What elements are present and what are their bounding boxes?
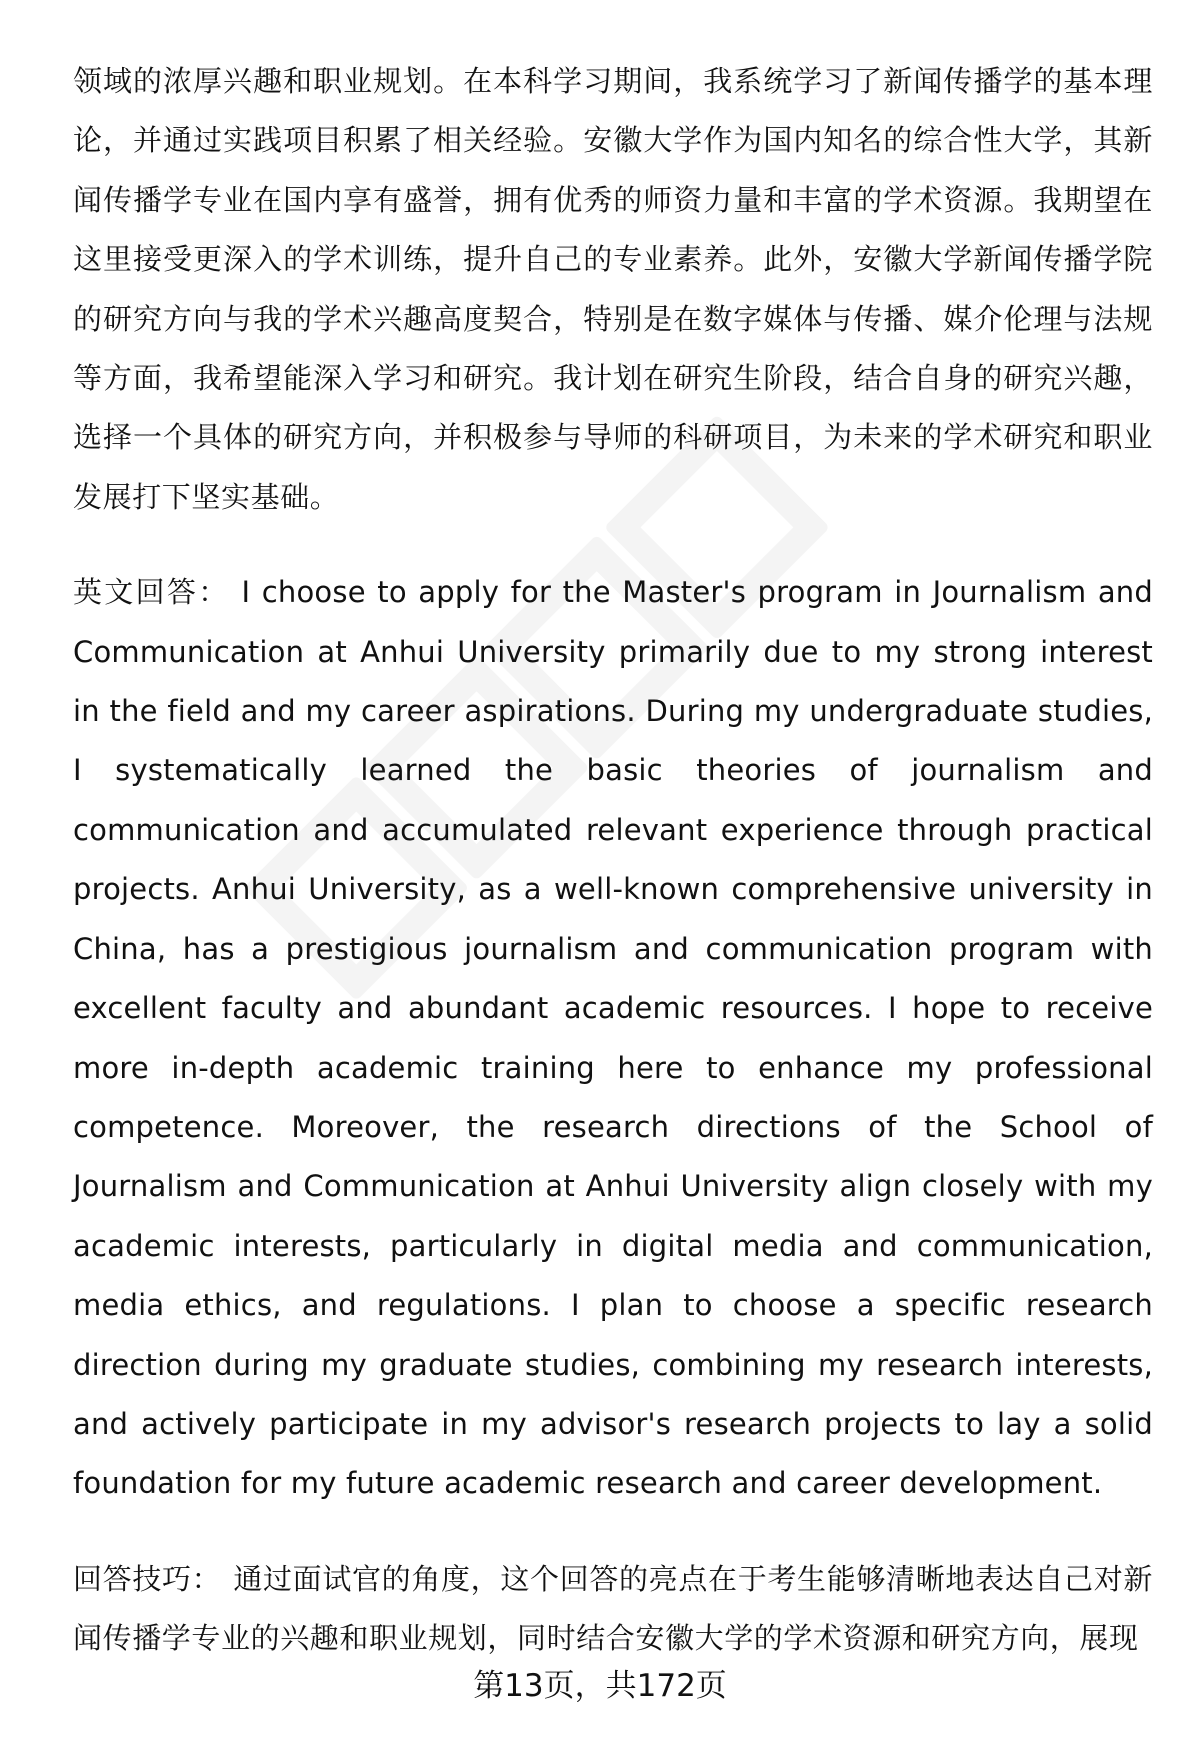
page-number: 第13页，共172页 [473, 1668, 727, 1704]
english-answer-paragraph [73, 563, 1153, 1514]
chinese-answer-paragraph: 领域的浓厚兴趣和职业规划。在本科学习期间，我系统学习了新闻传播学的基本理论，并通过实践项目积累了相关经验。安徽大学作为国内知名的综合性大学，其新闻传播学专业在国内享有盛誉，拥有优秀的师资力量和丰富的学术资源。我期望在这里接受更深入的学术训练，提升自己的专业素养。此外，安徽大学新闻传播学院的研究方向与我的学术兴趣高度契合，特别是在数字媒体与传播、媒介伦理与法规等方面，我希望能深入学习和研究。我计划在研究生阶段，结合自身的研究兴趣，选择一个具体的研究方向，并积极参与导师的科研项目，为未来的学术研究和职业发展打下坚实基础。 [73, 64, 1153, 514]
english-answer-text: I choose to apply for the Master's program in Journalism and Communication at Anhui University primarily due to my strong interest in the field and my career aspirations. During my undergraduate studies, I systematically learned the basic theories of journalism and communication and accumulated relevant experience through practical projects. Anhui University, as a well-known comprehensive university in China, has a prestigious journalism and communication program with excellent faculty and abundant academic resources. I hope to receive more in-depth academic training here to enhance my professional competence. Moreover, the research directions of the School of Journalism and Communication at Anhui University align closely with my academic interests, particularly in digital media and communication, media ethics, and regulations. I plan to choose a specific research direction during my graduate studies, combining my research interests, and actively participate in my advisor's research projects to lay a solid foundation for my future academic research and career development. [73, 575, 1153, 1501]
document-body [73, 52, 1153, 1669]
tips-text: 通过面试官的角度，这个回答的亮点在于考生能够清晰地表达自己对新闻传播学专业的兴趣和职业规划，同时结合安徽大学的学术资源和研究方向，展现 [73, 1561, 1153, 1656]
english-answer-label: 英文回答： [73, 575, 230, 610]
tips-label: 回答技巧： [73, 1561, 222, 1596]
tips-paragraph [73, 1550, 1153, 1669]
